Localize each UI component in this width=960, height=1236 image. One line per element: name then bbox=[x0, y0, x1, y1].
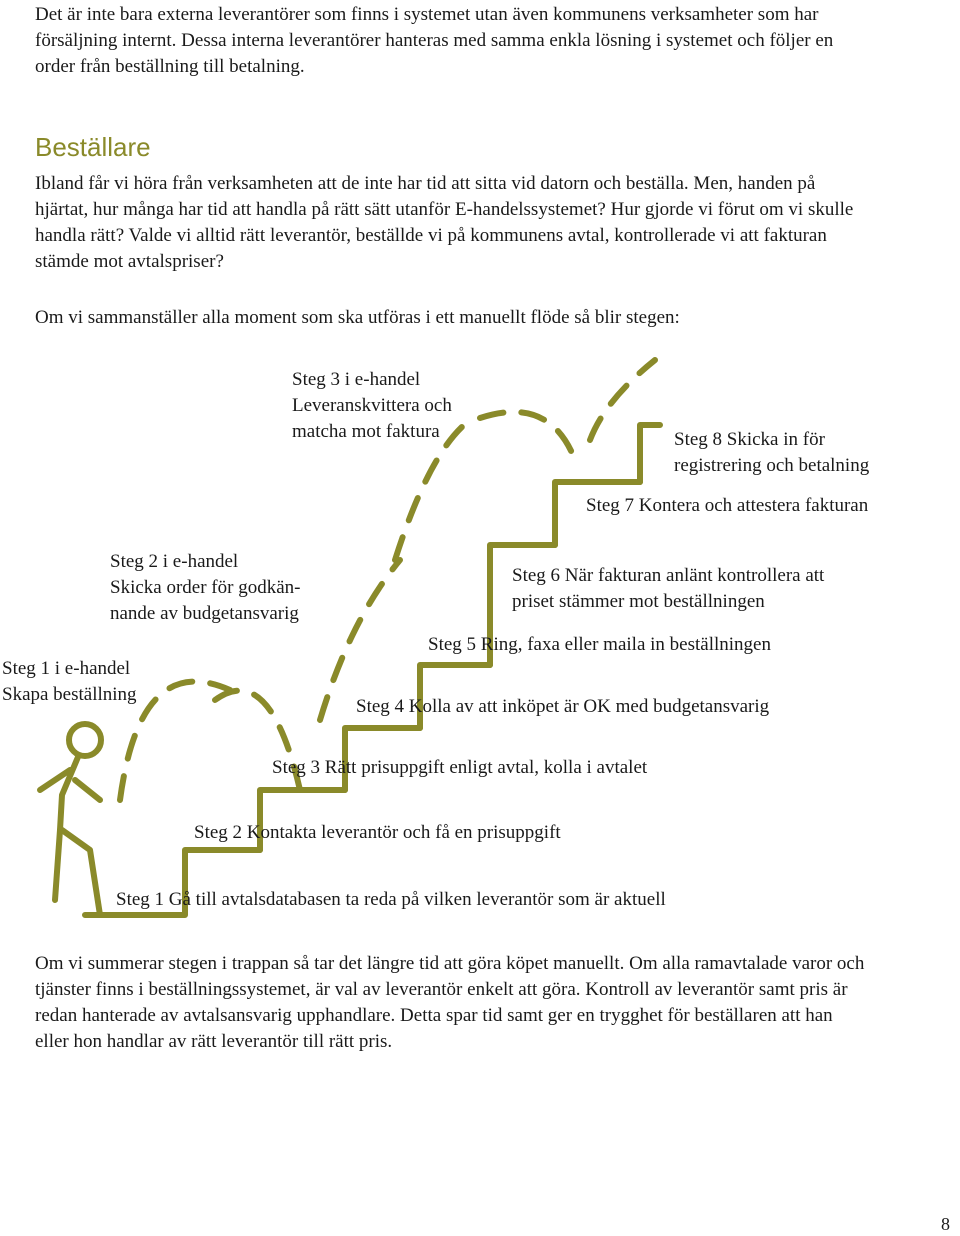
stair-step-8 bbox=[640, 425, 660, 482]
ehandel-step-2-label: Steg 2 i e-handel Skicka order för godkän- nande av budgetansvarig bbox=[110, 551, 301, 624]
manual-step-8-label: Steg 8 Skicka in för registrering och betalning bbox=[674, 429, 870, 476]
figure-leg-left bbox=[55, 830, 60, 900]
manual-step-1-label: Steg 1 Gå till avtalsdatabasen ta reda på vilken leverantör som är aktuell bbox=[116, 889, 666, 910]
section-paragraph: Ibland får vi höra från verksamheten att de inte har tid att sitta vid datorn och beställa. Men, handen på hjärtat, hur många har tid att handla på rätt sätt utanför E-handelssystemet? Hur gjorde vi förut om vi skulle handla rätt? Valde vi alltid rätt leverantör, beställde vi på kommunens avtal, kontrollerade vi att fakturan stämde mot avtalspriser? bbox=[35, 173, 854, 272]
closing-paragraph: Om vi summerar stegen i trappan så tar det längre tid att göra köpet manuellt. Om alla ramavtalade varor och tjänster finns i beställningssystemet, är val av leverantör enkelt att göra. Kontroll av leverantör samt pris är redan hanterade av avtalsansvarig upphandlare. Detta spar tid samt ger en trygghet för beställaren att han eller hon handlar av rätt leverantör till rätt pris. bbox=[35, 953, 865, 1052]
ehandel-step-1-label: Steg 1 i e-handel Skapa beställning bbox=[2, 658, 137, 705]
jump-arc-5 bbox=[480, 412, 575, 460]
figure-arm-right bbox=[75, 780, 100, 800]
stair-step-2 bbox=[185, 850, 260, 885]
section-heading: Beställare bbox=[35, 132, 151, 162]
manual-step-7-label: Steg 7 Kontera och attestera fakturan bbox=[586, 495, 869, 516]
manual-step-5-label: Steg 5 Ring, faxa eller maila in beställningen bbox=[428, 634, 771, 655]
manual-step-3-label: Steg 3 Rätt prisuppgift enligt avtal, kolla i avtalet bbox=[272, 757, 648, 778]
manual-step-6-label: Steg 6 När fakturan anlänt kontrollera att priset stämmer mot beställningen bbox=[512, 565, 825, 612]
figure-leg-right bbox=[62, 830, 100, 915]
page-number: 8 bbox=[941, 1214, 950, 1234]
steps-lead-in: Om vi sammanställer alla moment som ska utföras i ett manuellt flöde så blir stegen: bbox=[35, 307, 680, 328]
manual-step-2-label: Steg 2 Kontakta leverantör och få en prisuppgift bbox=[194, 822, 561, 843]
figure-head bbox=[69, 724, 101, 756]
intro-paragraph: Det är inte bara externa leverantörer som finns i systemet utan även kommunens verksamheter som har försäljning internt. Dessa interna leverantörer hanteras med samma enkla lösning i systemet och följer en order från beställning till betalning. bbox=[35, 4, 834, 77]
manual-step-4-label: Steg 4 Kolla av att inköpet är OK med budgetansvarig bbox=[356, 696, 770, 717]
ehandel-step-3-label: Steg 3 i e-handel Leveranskvittera och matcha mot faktura bbox=[292, 369, 452, 442]
